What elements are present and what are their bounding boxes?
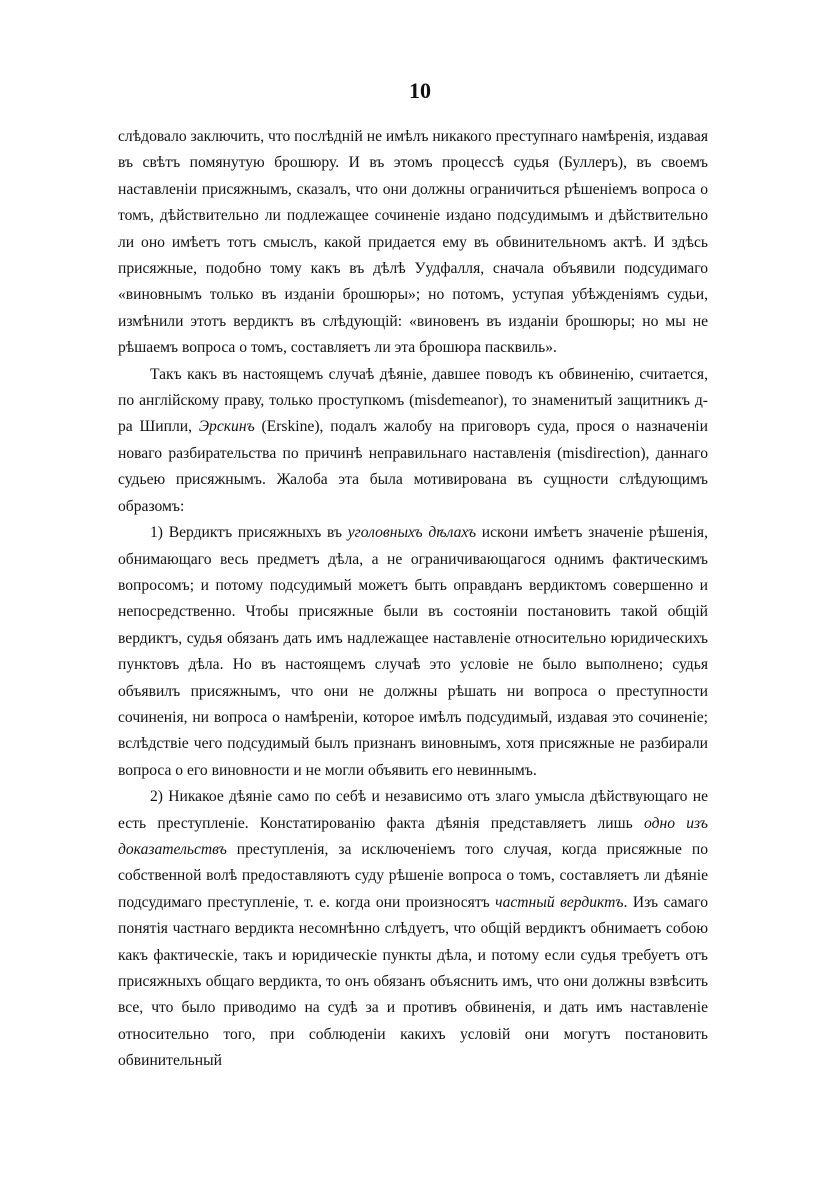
emphasis-erskine: Эрскинъ: [198, 418, 255, 436]
page-number: 10: [409, 78, 431, 103]
paragraph-text: . Изъ самаго понятія частнаго вердикта несомнѣнно слѣдуетъ, что общій вердиктъ обнимаетъ собою какъ фактическіе, такъ и юридическіе пункты дѣла, и потому если судья требуетъ отъ присяжныхъ общаго вердикта, то онъ обязанъ объяснить имъ, что они должны взвѣсить все, что было приводимо на судѣ за и противъ обвиненія, и дать имъ наставленіе относительно того, при соблюденіи какихъ условій они могутъ постановить обвинительный: [118, 893, 708, 1070]
paragraph-text: 1) Вердиктъ присяжныхъ въ: [150, 524, 348, 542]
argument-2: [118, 784, 708, 1074]
emphasis-special-verdict: частный вердиктъ: [495, 893, 624, 911]
emphasis-evidence: одно изъ доказательствъ: [118, 814, 708, 858]
argument-1: [118, 520, 708, 784]
emphasis-criminal-cases: уголовныхъ дѣлахъ: [347, 524, 477, 542]
body-text: [118, 124, 708, 1075]
paragraph-continuation: слѣдовало заключить, что послѣдній не имѣлъ никакого преступнаго намѣренія, издавая въ свѣтъ помянутую брошюру. И въ этомъ процессѣ судья (Буллеръ), въ своемъ наставленіи присяжнымъ, сказалъ, что они должны ограничиться рѣшеніемъ вопроса о томъ, дѣйствительно ли подлежащее сочиненіе издано подсудимымъ и дѣйствительно ли оно имѣетъ тотъ смыслъ, какой придается ему въ обвинительномъ актѣ. И здѣсь присяжные, подобно тому какъ въ дѣлѣ Уудфалля, сначала объявили подсудимаго «виновнымъ только въ изданіи брошюры»; но потомъ, уступая убѣжденіямъ судьи, измѣнили этотъ вердиктъ въ слѣдующій: «виновенъ въ изданіи брошюры; но мы не рѣшаемъ вопроса о томъ, составляетъ ли эта брошюра пасквиль».: [118, 128, 708, 357]
paragraph-text: (Erskine), подалъ жалобу на приговоръ суда, прося о назначеніи новаго разбирательства по причинѣ неправильнаго наставленія (misdirection), даннаго судьею присяжнымъ. Жалоба эта была мотивирована въ сущности слѣдующимъ образомъ:: [118, 418, 708, 515]
paragraph-text: искони имѣетъ значеніе рѣшенія, обнимающаго весь предметъ дѣла, а не ограничивающагося однимъ фактическимъ вопросомъ; и потому подсудимый можетъ быть оправданъ вердиктомъ совершенно и непосредственно. Чтобы присяжные были въ состояніи постановить такой общій вердиктъ, судья обязанъ дать имъ надлежащее наставленіе относительно юридическихъ пунктовъ дѣла. Но въ настоящемъ случаѣ это условіе не было выполнено; судья объявилъ присяжнымъ, что они не должны рѣшать ни вопроса о преступности сочиненія, ни вопроса о намѣреніи, которое имѣлъ подсудимый, издавая это сочиненіе; вслѣдствіе чего подсудимый былъ признанъ виновнымъ, хотя присяжные не разбирали вопроса о его виновности и не могли объявить его невиннымъ.: [118, 524, 708, 779]
paragraph-text: Такъ какъ въ настоящемъ случаѣ дѣяніе, давшее поводъ къ обвиненію, считается, по англійскому праву, только проступкомъ (misdemeanor), то знаменитый защитникъ д-ра Шипли,: [118, 365, 708, 436]
paragraph-text: преступленія, за исключеніемъ того случая, когда присяжные по собственной волѣ предоставляютъ суду рѣшеніе вопроса о томъ, составляетъ ли дѣяніе подсудимаго преступленіе, т. е. когда они произносятъ: [118, 840, 708, 911]
paragraph-erskine-appeal: [118, 362, 708, 520]
paragraph-text: 2) Никакое дѣяніе само по себѣ и независимо отъ злаго умысла дѣйствующаго не есть преступленіе. Констатированію факта дѣянія представляетъ лишь: [118, 788, 708, 832]
